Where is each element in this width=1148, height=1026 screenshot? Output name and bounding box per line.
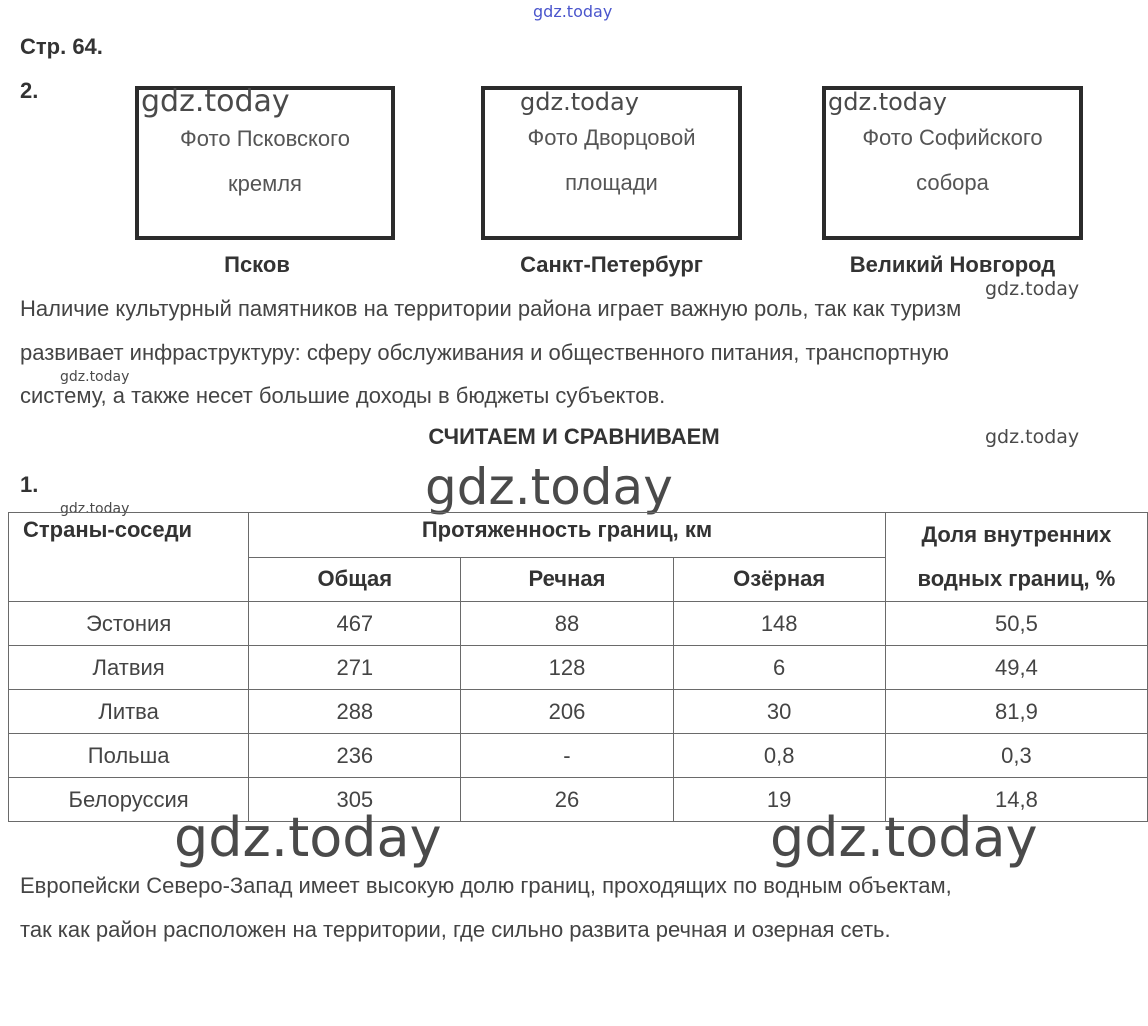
paragraph-line: систему, а также несет большие доходы в бюджеты субъектов.: [20, 383, 666, 408]
header-share: [885, 513, 1147, 602]
watermark: gdz.today: [770, 806, 1038, 869]
cell-river: 26: [461, 778, 673, 822]
city-label-spb: Санкт-Петербург: [520, 252, 703, 277]
watermark: gdz.today: [985, 278, 1080, 300]
cell-river: 88: [461, 602, 673, 646]
cell-lake: 148: [673, 602, 885, 646]
header-river: Речная: [461, 557, 673, 602]
table-row: [9, 690, 1148, 734]
borders-table: [8, 512, 1148, 822]
cell-total: 236: [249, 734, 461, 778]
cell-river: 128: [461, 646, 673, 690]
watermark: gdz.today: [141, 84, 290, 119]
paragraph-line: Европейски Северо-Запад имеет высокую долю границ, проходящих по водным объектам,: [20, 873, 952, 898]
watermark: gdz.today: [520, 88, 639, 116]
header-share-line1: Доля внутренних: [921, 522, 1112, 547]
cell-total: 288: [249, 690, 461, 734]
photo-caption-line2: площади: [565, 170, 658, 195]
cell-total: 271: [249, 646, 461, 690]
cell-total: 467: [249, 602, 461, 646]
city-label-pskov: Псков: [224, 252, 290, 277]
cell-country: Эстония: [9, 602, 249, 646]
table-row: [9, 734, 1148, 778]
header-lake: Озёрная: [673, 557, 885, 602]
task-2-number: 2.: [20, 78, 39, 103]
watermark-top: gdz.today: [533, 2, 613, 21]
cell-country: Латвия: [9, 646, 249, 690]
watermark: gdz.today: [985, 426, 1080, 448]
photo-caption-line1: Фото Дворцовой: [527, 125, 696, 150]
page-reference: Стр. 64.: [20, 34, 103, 59]
photo-caption-line1: Фото Псковского: [180, 126, 350, 151]
header-share-line2: водных границ, %: [917, 566, 1116, 591]
paragraph-line: развивает инфраструктуру: сферу обслуживания и общественного питания, транспортную: [20, 340, 949, 365]
watermark: gdz.today: [425, 458, 673, 516]
cell-country: Литва: [9, 690, 249, 734]
watermark: gdz.today: [60, 501, 130, 517]
cell-share: 14,8: [885, 778, 1147, 822]
watermark: gdz.today: [828, 88, 947, 116]
header-total: Общая: [249, 557, 461, 602]
task-1-number: 1.: [20, 472, 39, 497]
cell-share: 50,5: [885, 602, 1147, 646]
photo-caption-line1: Фото Софийского: [862, 125, 1043, 150]
cell-lake: 6: [673, 646, 885, 690]
header-countries: Страны-соседи: [9, 513, 249, 602]
cell-share: 81,9: [885, 690, 1147, 734]
watermark: gdz.today: [174, 806, 442, 869]
table-row: [9, 646, 1148, 690]
section-title: СЧИТАЕМ И СРАВНИВАЕМ: [428, 424, 720, 449]
header-length-group: Протяженность границ, км: [249, 513, 886, 558]
cell-total: 305: [249, 778, 461, 822]
cell-river: -: [461, 734, 673, 778]
watermark: gdz.today: [60, 369, 130, 385]
photo-caption-line2: собора: [916, 170, 989, 195]
cell-share: 49,4: [885, 646, 1147, 690]
cell-lake: 19: [673, 778, 885, 822]
paragraph-line: так как район расположен на территории, где сильно развита речная и озерная сеть.: [20, 917, 891, 942]
cell-country: Польша: [9, 734, 249, 778]
cell-lake: 30: [673, 690, 885, 734]
photo-caption-line2: кремля: [228, 171, 302, 196]
cell-river: 206: [461, 690, 673, 734]
city-label-novgorod: Великий Новгород: [849, 252, 1056, 277]
table-row: [9, 602, 1148, 646]
cell-country: Белоруссия: [9, 778, 249, 822]
cell-share: 0,3: [885, 734, 1147, 778]
cell-lake: 0,8: [673, 734, 885, 778]
paragraph-line: Наличие культурный памятников на территории района играет важную роль, так как туризм: [20, 296, 962, 321]
